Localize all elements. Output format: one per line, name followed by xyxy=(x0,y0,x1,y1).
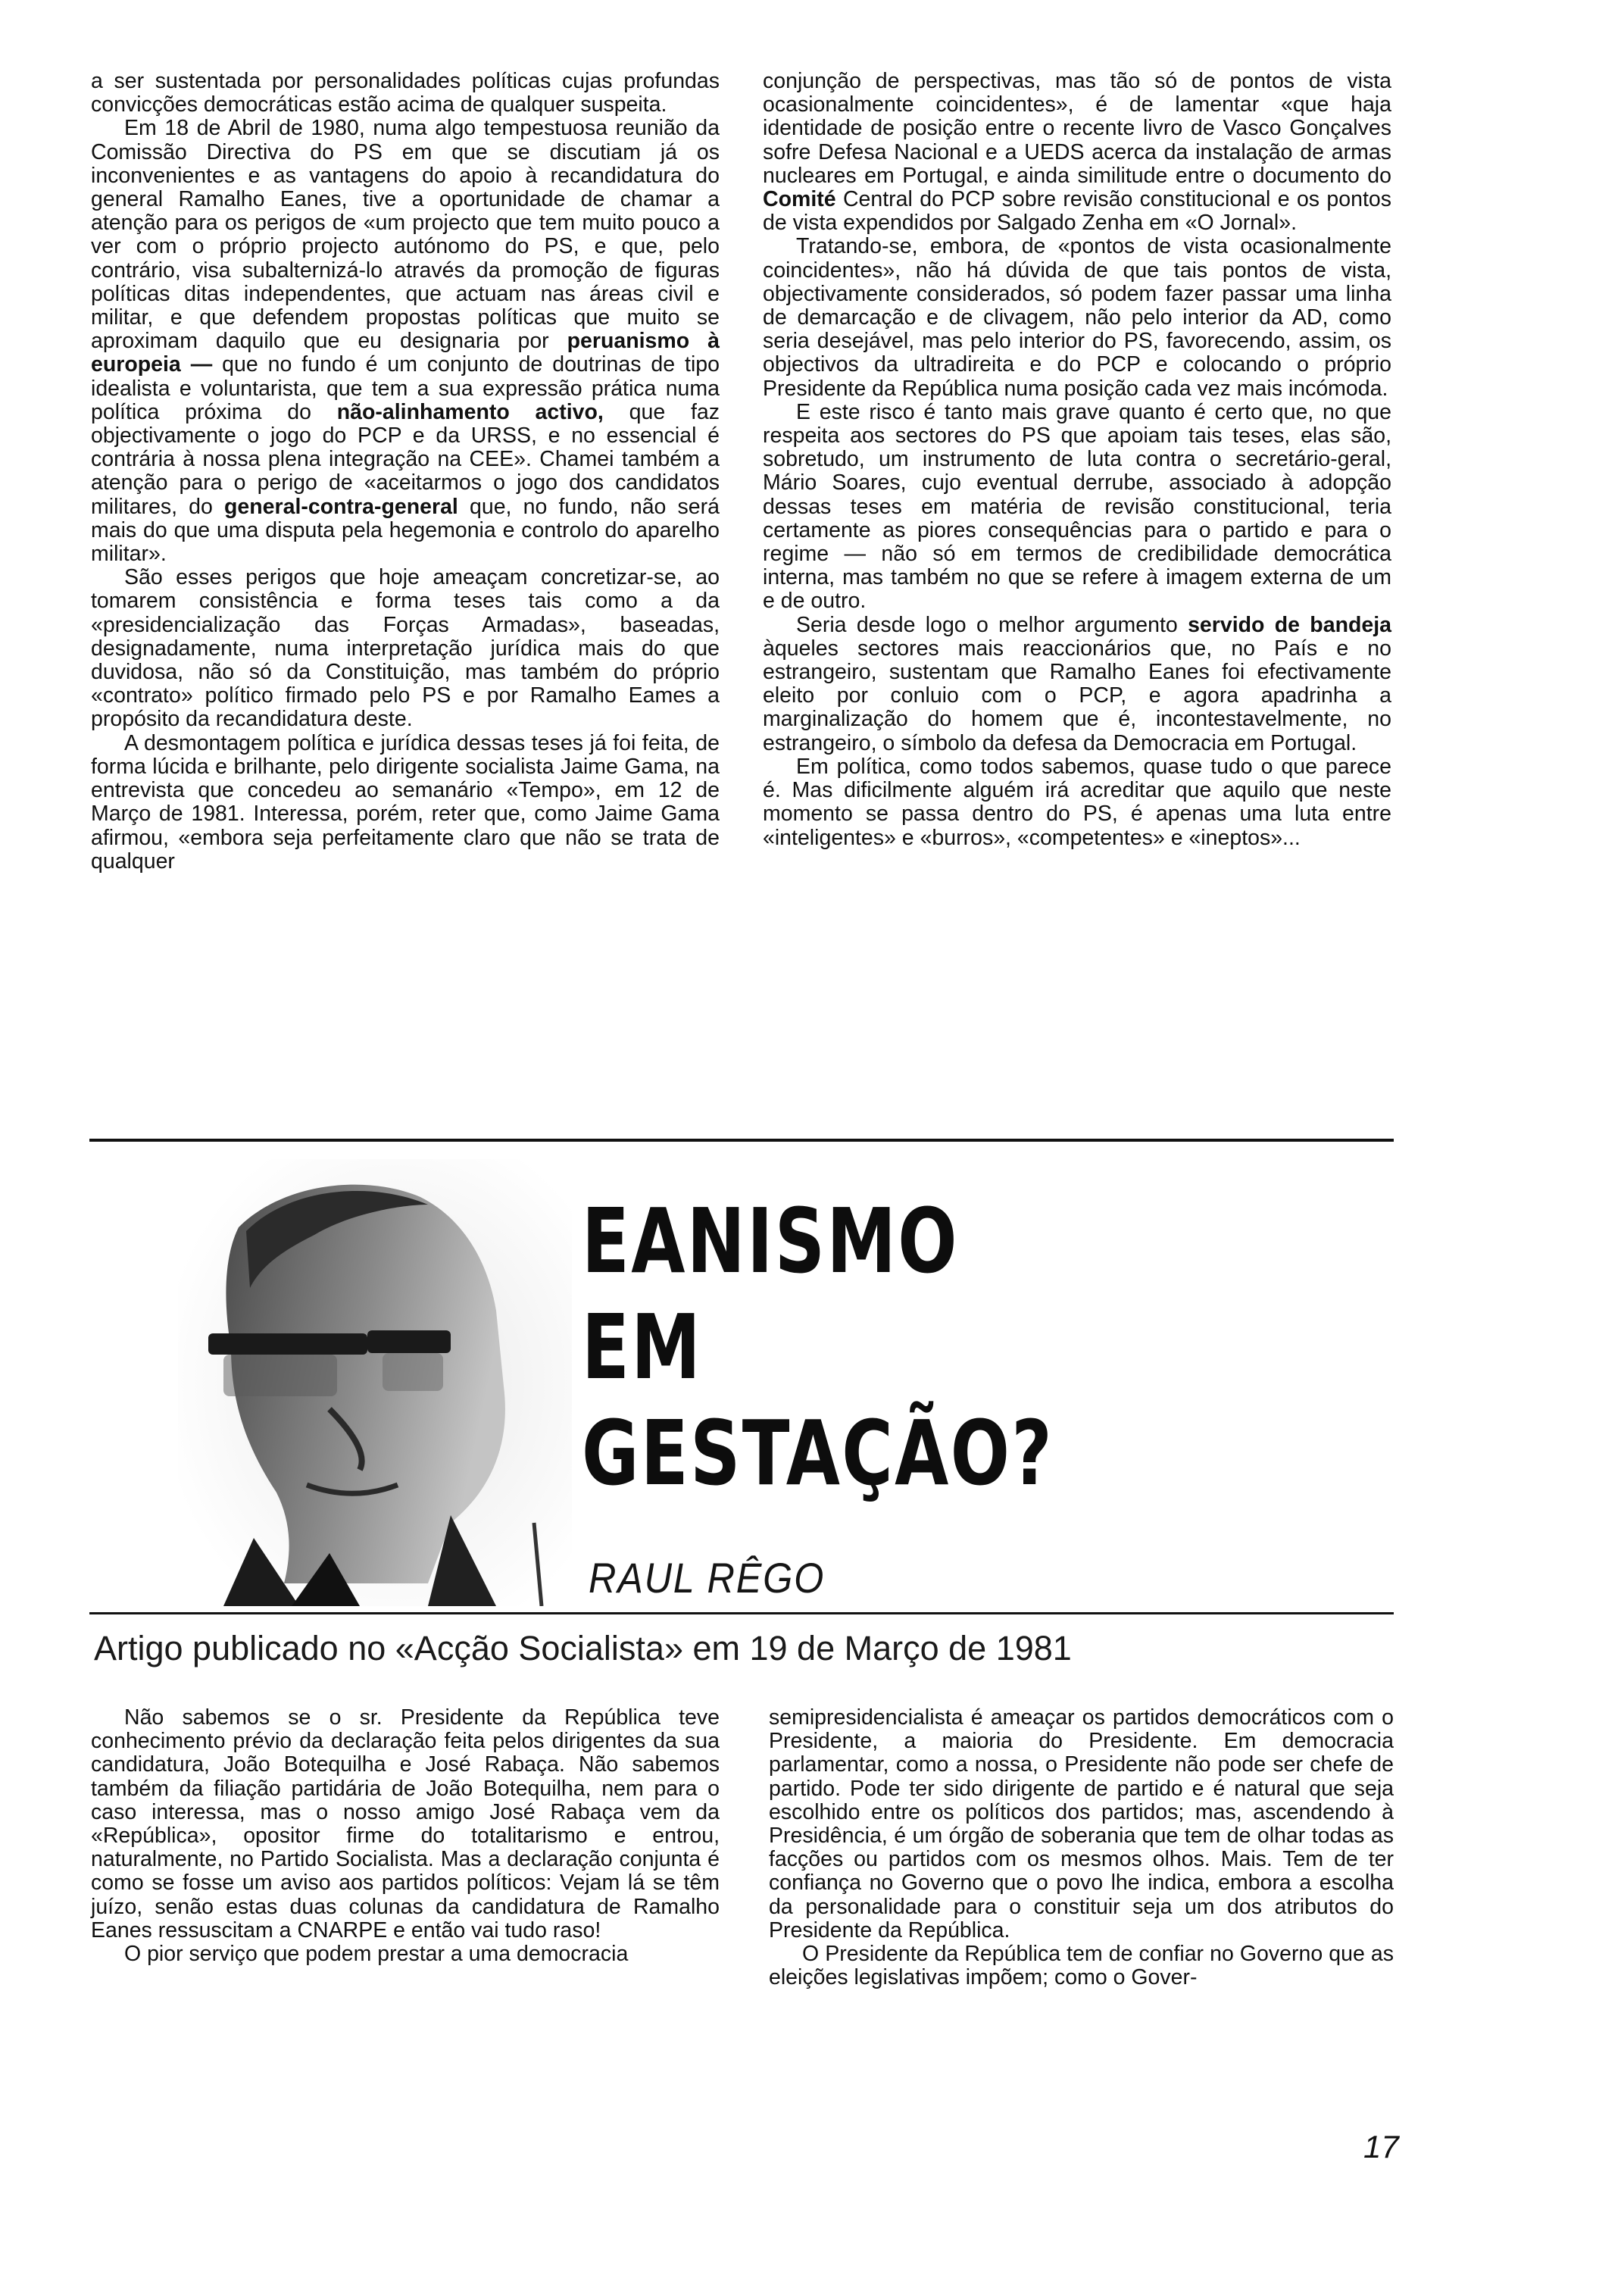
paragraph: Em 18 de Abril de 1980, numa algo tempestuosa reunião da Comissão Directiva do PS em que se discutiam já os inconvenientes e as vantagens do apoio à recandidatura do general Ramalho Eanes, tive a oportunidade de chamar a atenção para os perigos de «um projecto que tem muito pouco a ver com o próprio projecto autónomo do PS, e que, pelo contrário, visa subalternizá-lo através da promoção de figuras políticas ditas independentes, que actuam nas áreas civil e militar, e que defendem propostas políticas que muito se aproximam daquilo que eu designaria por peruanismo à europeia — que no fundo é um conjunto de doutrinas de tipo idealista e voluntarista, que tem a sua expressão prática numa política próxima do não-alinhamento activo, que faz objectivamente o jogo do PCP e da URSS, e no essencial é contrária à nossa plena integração na CEE». Chamei também a atenção para o perigo de «aceitarmos o jogo dos candidatos militares, do general-contra-general que, no fundo, não será mais do que uma disputa pela hegemonia e controlo do aparelho militar». xyxy=(91,116,720,567)
paragraph: Tratando-se, embora, de «pontos de vista ocasionalmente coincidentes», não há dúvida de que tais pontos de vista, objectivamente considerados, só podem fazer passar uma linha de demarcação e de clivagem, não pelo interior da AD, como seria desejável, mas pelo interior do PS, favorecendo, assim, os objectivos da ultradireita e do PCP e colocando o próprio Presidente da República numa posição cada vez mais incómoda. xyxy=(763,234,1391,401)
paragraph: semipresidencialista é ameaçar os partidos democráticos com o Presidente, a maioria do Presidente. Em democracia parlamentar, como a nossa, o Presidente não pode ser chefe de partido. Pode ter sido dirigente de partido e é natural que seja escolhido entre os políticos dos partidos; mas, ascendendo à Presidência, é um órgão de soberania que tem de olhar todas as facções ou partidos com os mesmos olhos. Mais. Tem de ter confiança no Governo que o povo lhe indica, embora a escolha da personalidade para o constituir seja um dos atributos do Presidente da República. xyxy=(769,1705,1394,1943)
top-right-column xyxy=(763,70,1391,850)
article-subtitle: Artigo publicado no «Acção Socialista» em 19 de Março de 1981 xyxy=(94,1629,1072,1667)
author-portrait xyxy=(178,1159,572,1606)
section-divider xyxy=(89,1612,1394,1614)
paragraph: O pior serviço que podem prestar a uma democracia xyxy=(124,1942,629,1967)
section-divider xyxy=(89,1139,1394,1142)
paragraph: O Presidente da República tem de confiar no Governo que as eleições legislativas impõem; como o Gover- xyxy=(769,1942,1394,1990)
page-number: 17 xyxy=(1363,2129,1399,2164)
article-right-column xyxy=(769,1706,1394,1989)
paragraph: Em política, como todos sabemos, quase tudo o que parece é. Mas dificilmente alguém irá acreditar que aquilo que neste momento se passa dentro do PS, é apenas uma luta entre «inteligentes» e «burros», «competentes» e «ineptos»... xyxy=(763,754,1391,850)
paragraph: Não sabemos se o sr. Presidente da República teve conhecimento prévio da declaração feita pelos dirigentes da sua candidatura, João Botequilha e José Rabaça. Não sabemos também da filiação partidária de João Botequilha, nem para o caso interessa, mas o nosso amigo José Rabaça vem da «República», opositor firme do totalitarismo e entrou, naturalmente, no Partido Socialista. Mas a declaração conjunta é como se fosse um aviso aos partidos políticos: Vejam lá se têm juízo, senão estas duas colunas da candidatura de Ramalho Eanes ressuscitam a CNARPE e então vai tudo raso! xyxy=(91,1705,720,1943)
article-headline: EANISMO EM GESTAÇÃO? xyxy=(582,1189,1054,1505)
paragraph: A desmontagem política e jurídica dessas teses já foi feita, de forma lúcida e brilhante, pelo dirigente socialista Jaime Gama, na entrevista que concedeu ao semanário «Tempo», em 12 de Março de 1981. Interessa, porém, reter que, como Jaime Gama afirmou, «embora seja perfeitamente claro que não se trata de qualquer xyxy=(91,730,720,874)
paragraph: Seria desde logo o melhor argumento servido de bandeja àqueles sectores mais reaccionários que, no País e no estrangeiro, sustentam que Ramalho Eanes foi efectivamente eleito por conluio com o PCP, e agora apadrinha a marginalização do homem que é, incontestavelmente, no estrangeiro, o símbolo da defesa da Democracia em Portugal. xyxy=(763,612,1392,755)
paragraph: São esses perigos que hoje ameaçam concretizar-se, ao tomarem consistência e forma teses tais como a da «presidencialização das Forças Armadas», baseadas, designadamente, numa interpretação jurídica mais do que duvidosa, não só da Constituição, mas também do próprio «contrato» político firmado pelo PS e por Ramalho Eames a propósito da recandidatura deste. xyxy=(91,565,720,732)
top-left-column xyxy=(91,70,720,874)
article-left-column xyxy=(91,1706,720,1966)
author-byline: RAUL RÊGO xyxy=(589,1554,826,1602)
paragraph: a ser sustentada por personalidades políticas cujas profundas convicções democráticas estão acima de qualquer suspeita. xyxy=(91,69,720,117)
paragraph: E este risco é tanto mais grave quanto é certo que, no que respeita aos sectores do PS que apoiam tais teses, elas são, sobretudo, um instrumento de luta contra o secretário-geral, Mário Soares, cujo eventual derrube, associado à adopção dessas teses em matéria de revisão constitucional, teria certamente as piores consequências para o partido e para o regime — não só em termos de credibilidade democrática interna, mas também no que se refere à imagem externa de um e de outro. xyxy=(763,399,1391,614)
paragraph: conjunção de perspectivas, mas tão só de pontos de vista ocasionalmente coincidentes», é de lamentar «que haja identidade de posição entre o recente livro de Vasco Gonçalves sofre Defesa Nacional e a UEDS acerca da instalação de armas nucleares em Portugal, e ainda similitude entre o documento do Comité Central do PCP sobre revisão constitucional e os pontos de vista expendidos por Salgado Zenha em «O Jornal». xyxy=(763,69,1391,236)
